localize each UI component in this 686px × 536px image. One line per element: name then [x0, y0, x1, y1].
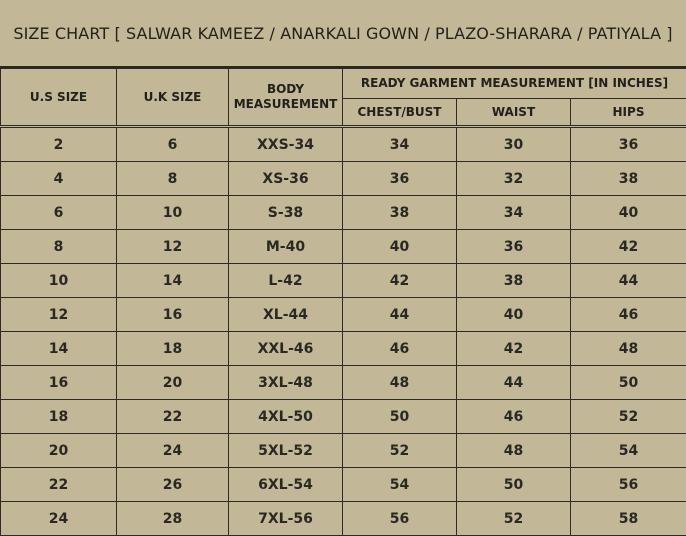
cell-waist: 40	[457, 298, 571, 332]
table-row	[1, 298, 686, 332]
table-row	[1, 230, 686, 264]
cell-body-measurement: 7XL-56	[229, 502, 343, 536]
cell-body-measurement: 3XL-48	[229, 366, 343, 400]
cell-uk-size: 18	[117, 332, 229, 366]
chart-title: SIZE CHART [ SALWAR KAMEEZ / ANARKALI GOWN / PLAZO-SHARARA / PATIYALA ]	[0, 0, 686, 68]
header-us-size: U.S SIZE	[1, 69, 117, 127]
cell-waist: 50	[457, 468, 571, 502]
cell-body-measurement: 4XL-50	[229, 400, 343, 434]
header-hips: HIPS	[571, 98, 686, 127]
cell-hips: 36	[571, 127, 686, 162]
cell-us-size: 20	[1, 434, 117, 468]
table-row	[1, 196, 686, 230]
cell-waist: 38	[457, 264, 571, 298]
cell-chest: 46	[343, 332, 457, 366]
cell-uk-size: 10	[117, 196, 229, 230]
table-row	[1, 332, 686, 366]
header-chest-bust: CHEST/BUST	[343, 98, 457, 127]
cell-body-measurement: XL-44	[229, 298, 343, 332]
cell-body-measurement: XXL-46	[229, 332, 343, 366]
cell-uk-size: 12	[117, 230, 229, 264]
cell-body-measurement: M-40	[229, 230, 343, 264]
size-table	[0, 68, 686, 536]
header-body-measurement	[229, 69, 343, 127]
cell-chest: 50	[343, 400, 457, 434]
cell-body-measurement: L-42	[229, 264, 343, 298]
table-row	[1, 162, 686, 196]
cell-chest: 38	[343, 196, 457, 230]
cell-chest: 48	[343, 366, 457, 400]
cell-us-size: 10	[1, 264, 117, 298]
cell-body-measurement: 5XL-52	[229, 434, 343, 468]
cell-waist: 34	[457, 196, 571, 230]
cell-waist: 32	[457, 162, 571, 196]
cell-hips: 56	[571, 468, 686, 502]
header-uk-size: U.K SIZE	[117, 69, 229, 127]
cell-hips: 48	[571, 332, 686, 366]
header-body-line2: MEASUREMENT	[233, 97, 338, 111]
cell-us-size: 22	[1, 468, 117, 502]
table-body	[1, 127, 686, 536]
cell-us-size: 8	[1, 230, 117, 264]
table-row	[1, 434, 686, 468]
cell-waist: 46	[457, 400, 571, 434]
cell-waist: 42	[457, 332, 571, 366]
cell-hips: 42	[571, 230, 686, 264]
cell-us-size: 6	[1, 196, 117, 230]
cell-uk-size: 28	[117, 502, 229, 536]
cell-chest: 56	[343, 502, 457, 536]
cell-hips: 38	[571, 162, 686, 196]
cell-us-size: 14	[1, 332, 117, 366]
cell-body-measurement: XXS-34	[229, 127, 343, 162]
cell-waist: 30	[457, 127, 571, 162]
cell-hips: 46	[571, 298, 686, 332]
cell-body-measurement: 6XL-54	[229, 468, 343, 502]
cell-chest: 52	[343, 434, 457, 468]
cell-uk-size: 8	[117, 162, 229, 196]
cell-chest: 44	[343, 298, 457, 332]
cell-body-measurement: XS-36	[229, 162, 343, 196]
cell-us-size: 2	[1, 127, 117, 162]
cell-uk-size: 24	[117, 434, 229, 468]
cell-us-size: 18	[1, 400, 117, 434]
cell-hips: 54	[571, 434, 686, 468]
cell-chest: 36	[343, 162, 457, 196]
table-header	[1, 69, 686, 127]
cell-chest: 54	[343, 468, 457, 502]
cell-hips: 50	[571, 366, 686, 400]
cell-chest: 42	[343, 264, 457, 298]
cell-uk-size: 22	[117, 400, 229, 434]
table-row	[1, 127, 686, 162]
cell-us-size: 4	[1, 162, 117, 196]
cell-hips: 52	[571, 400, 686, 434]
cell-hips: 44	[571, 264, 686, 298]
cell-waist: 52	[457, 502, 571, 536]
table-row	[1, 264, 686, 298]
cell-body-measurement: S-38	[229, 196, 343, 230]
table-row	[1, 502, 686, 536]
cell-uk-size: 16	[117, 298, 229, 332]
header-body-line1: BODY	[266, 82, 305, 96]
cell-chest: 34	[343, 127, 457, 162]
cell-waist: 36	[457, 230, 571, 264]
cell-hips: 40	[571, 196, 686, 230]
cell-uk-size: 26	[117, 468, 229, 502]
cell-waist: 44	[457, 366, 571, 400]
cell-hips: 58	[571, 502, 686, 536]
table-row	[1, 468, 686, 502]
cell-us-size: 24	[1, 502, 117, 536]
cell-uk-size: 20	[117, 366, 229, 400]
table-row	[1, 400, 686, 434]
cell-waist: 48	[457, 434, 571, 468]
cell-chest: 40	[343, 230, 457, 264]
header-ready-garment: READY GARMENT MEASUREMENT [IN INCHES]	[343, 69, 686, 99]
cell-us-size: 12	[1, 298, 117, 332]
cell-us-size: 16	[1, 366, 117, 400]
header-waist: WAIST	[457, 98, 571, 127]
table-row	[1, 366, 686, 400]
cell-uk-size: 14	[117, 264, 229, 298]
cell-uk-size: 6	[117, 127, 229, 162]
